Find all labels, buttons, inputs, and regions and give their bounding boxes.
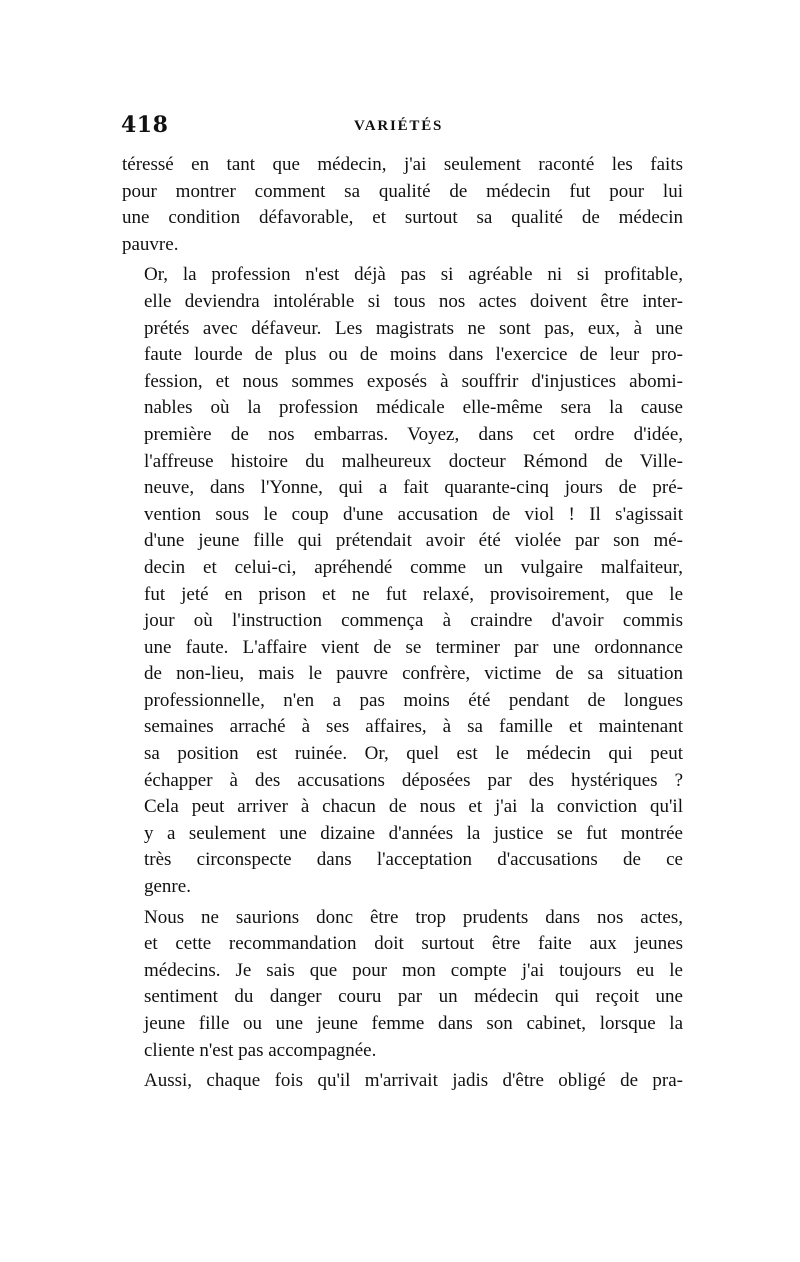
text-line: et cette recommandation doit surtout être faite aux jeunes: [144, 933, 683, 955]
text-line: échapper à des accusations déposées par des hystériques ?: [144, 769, 683, 791]
paragraph-1: [122, 152, 683, 258]
text-line: sentiment du danger couru par un médecin qui reçoit une: [144, 986, 683, 1008]
text-line: de non-lieu, mais le pauvre confrère, victime de sa situation: [144, 663, 683, 685]
paragraph-3: [122, 905, 683, 1065]
text-line: première de nos embarras. Voyez, dans cet ordre d'idée,: [144, 423, 683, 445]
paragraph-2: [122, 262, 683, 900]
text-line: très circonspecte dans l'acceptation d'accusations de ce: [144, 849, 683, 871]
text-line: téressé en tant que médecin, j'ai seulement raconté les faits: [122, 154, 683, 175]
text-line: elle deviendra intolérable si tous nos actes doivent être inter-: [144, 290, 683, 312]
text-line: Nous ne saurions donc être trop prudents dans nos actes,: [144, 906, 683, 928]
text-line: jour où l'instruction commença à craindre d'avoir commis: [144, 610, 683, 632]
body-text: [122, 152, 683, 1095]
text-line: genre.: [144, 876, 191, 898]
text-line: faute lourde de plus ou de moins dans l'exercice de leur pro-: [144, 344, 683, 366]
text-line: Or, la profession n'est déjà pas si agréable ni si profitable,: [144, 264, 683, 286]
text-line: vention sous le coup d'une accusation de viol ! Il s'agissait: [144, 503, 683, 525]
text-line: une condition défavorable, et surtout sa qualité de médecin: [122, 207, 683, 229]
page-number: 418: [121, 112, 169, 138]
text-line: médecins. Je sais que pour mon compte j'ai toujours eu le: [144, 959, 683, 981]
text-line: Aussi, chaque fois qu'il m'arrivait jadis d'être obligé de pra-: [144, 1070, 683, 1092]
text-line: Cela peut arriver à chacun de nous et j'ai la conviction qu'il: [144, 796, 683, 818]
text-line: cliente n'est pas accompagnée.: [144, 1039, 377, 1061]
text-line: professionnelle, n'en a pas moins été pendant de longues: [144, 689, 683, 711]
text-line: jeune fille ou une jeune femme dans son cabinet, lorsque la: [144, 1013, 683, 1034]
text-line: fession, et nous sommes exposés à souffrir d'injustices abomi-: [144, 370, 683, 392]
text-line: pour montrer comment sa qualité de médecin fut pour lui: [122, 180, 683, 202]
text-line: neuve, dans l'Yonne, qui a fait quarante-cinq jours de pré-: [144, 477, 683, 499]
text-line: sa position est ruinée. Or, quel est le médecin qui peut: [144, 743, 683, 765]
text-line: y a seulement une dizaine d'années la justice se fut montrée: [144, 822, 683, 844]
text-line: d'une jeune fille qui prétendait avoir été violée par son mé-: [144, 530, 683, 552]
text-line: nables où la profession médicale elle-même sera la cause: [144, 397, 683, 419]
text-line: pauvre.: [122, 233, 179, 255]
paragraph-4: [122, 1068, 683, 1095]
text-line: fut jeté en prison et ne fut relaxé, provisoirement, que le: [144, 583, 683, 605]
running-title: VARIÉTÉS: [354, 118, 444, 134]
text-line: decin et celui-ci, apréhendé comme un vulgaire malfaiteur,: [144, 556, 683, 578]
text-line: l'affreuse histoire du malheureux docteur Rémond de Ville-: [144, 450, 683, 472]
text-line: une faute. L'affaire vient de se terminer par une ordonnance: [144, 636, 683, 658]
text-line: prétés avec défaveur. Les magistrats ne sont pas, eux, à une: [144, 317, 683, 339]
page-header: [121, 112, 683, 148]
text-line: semaines arraché à ses affaires, à sa famille et maintenant: [144, 716, 683, 738]
